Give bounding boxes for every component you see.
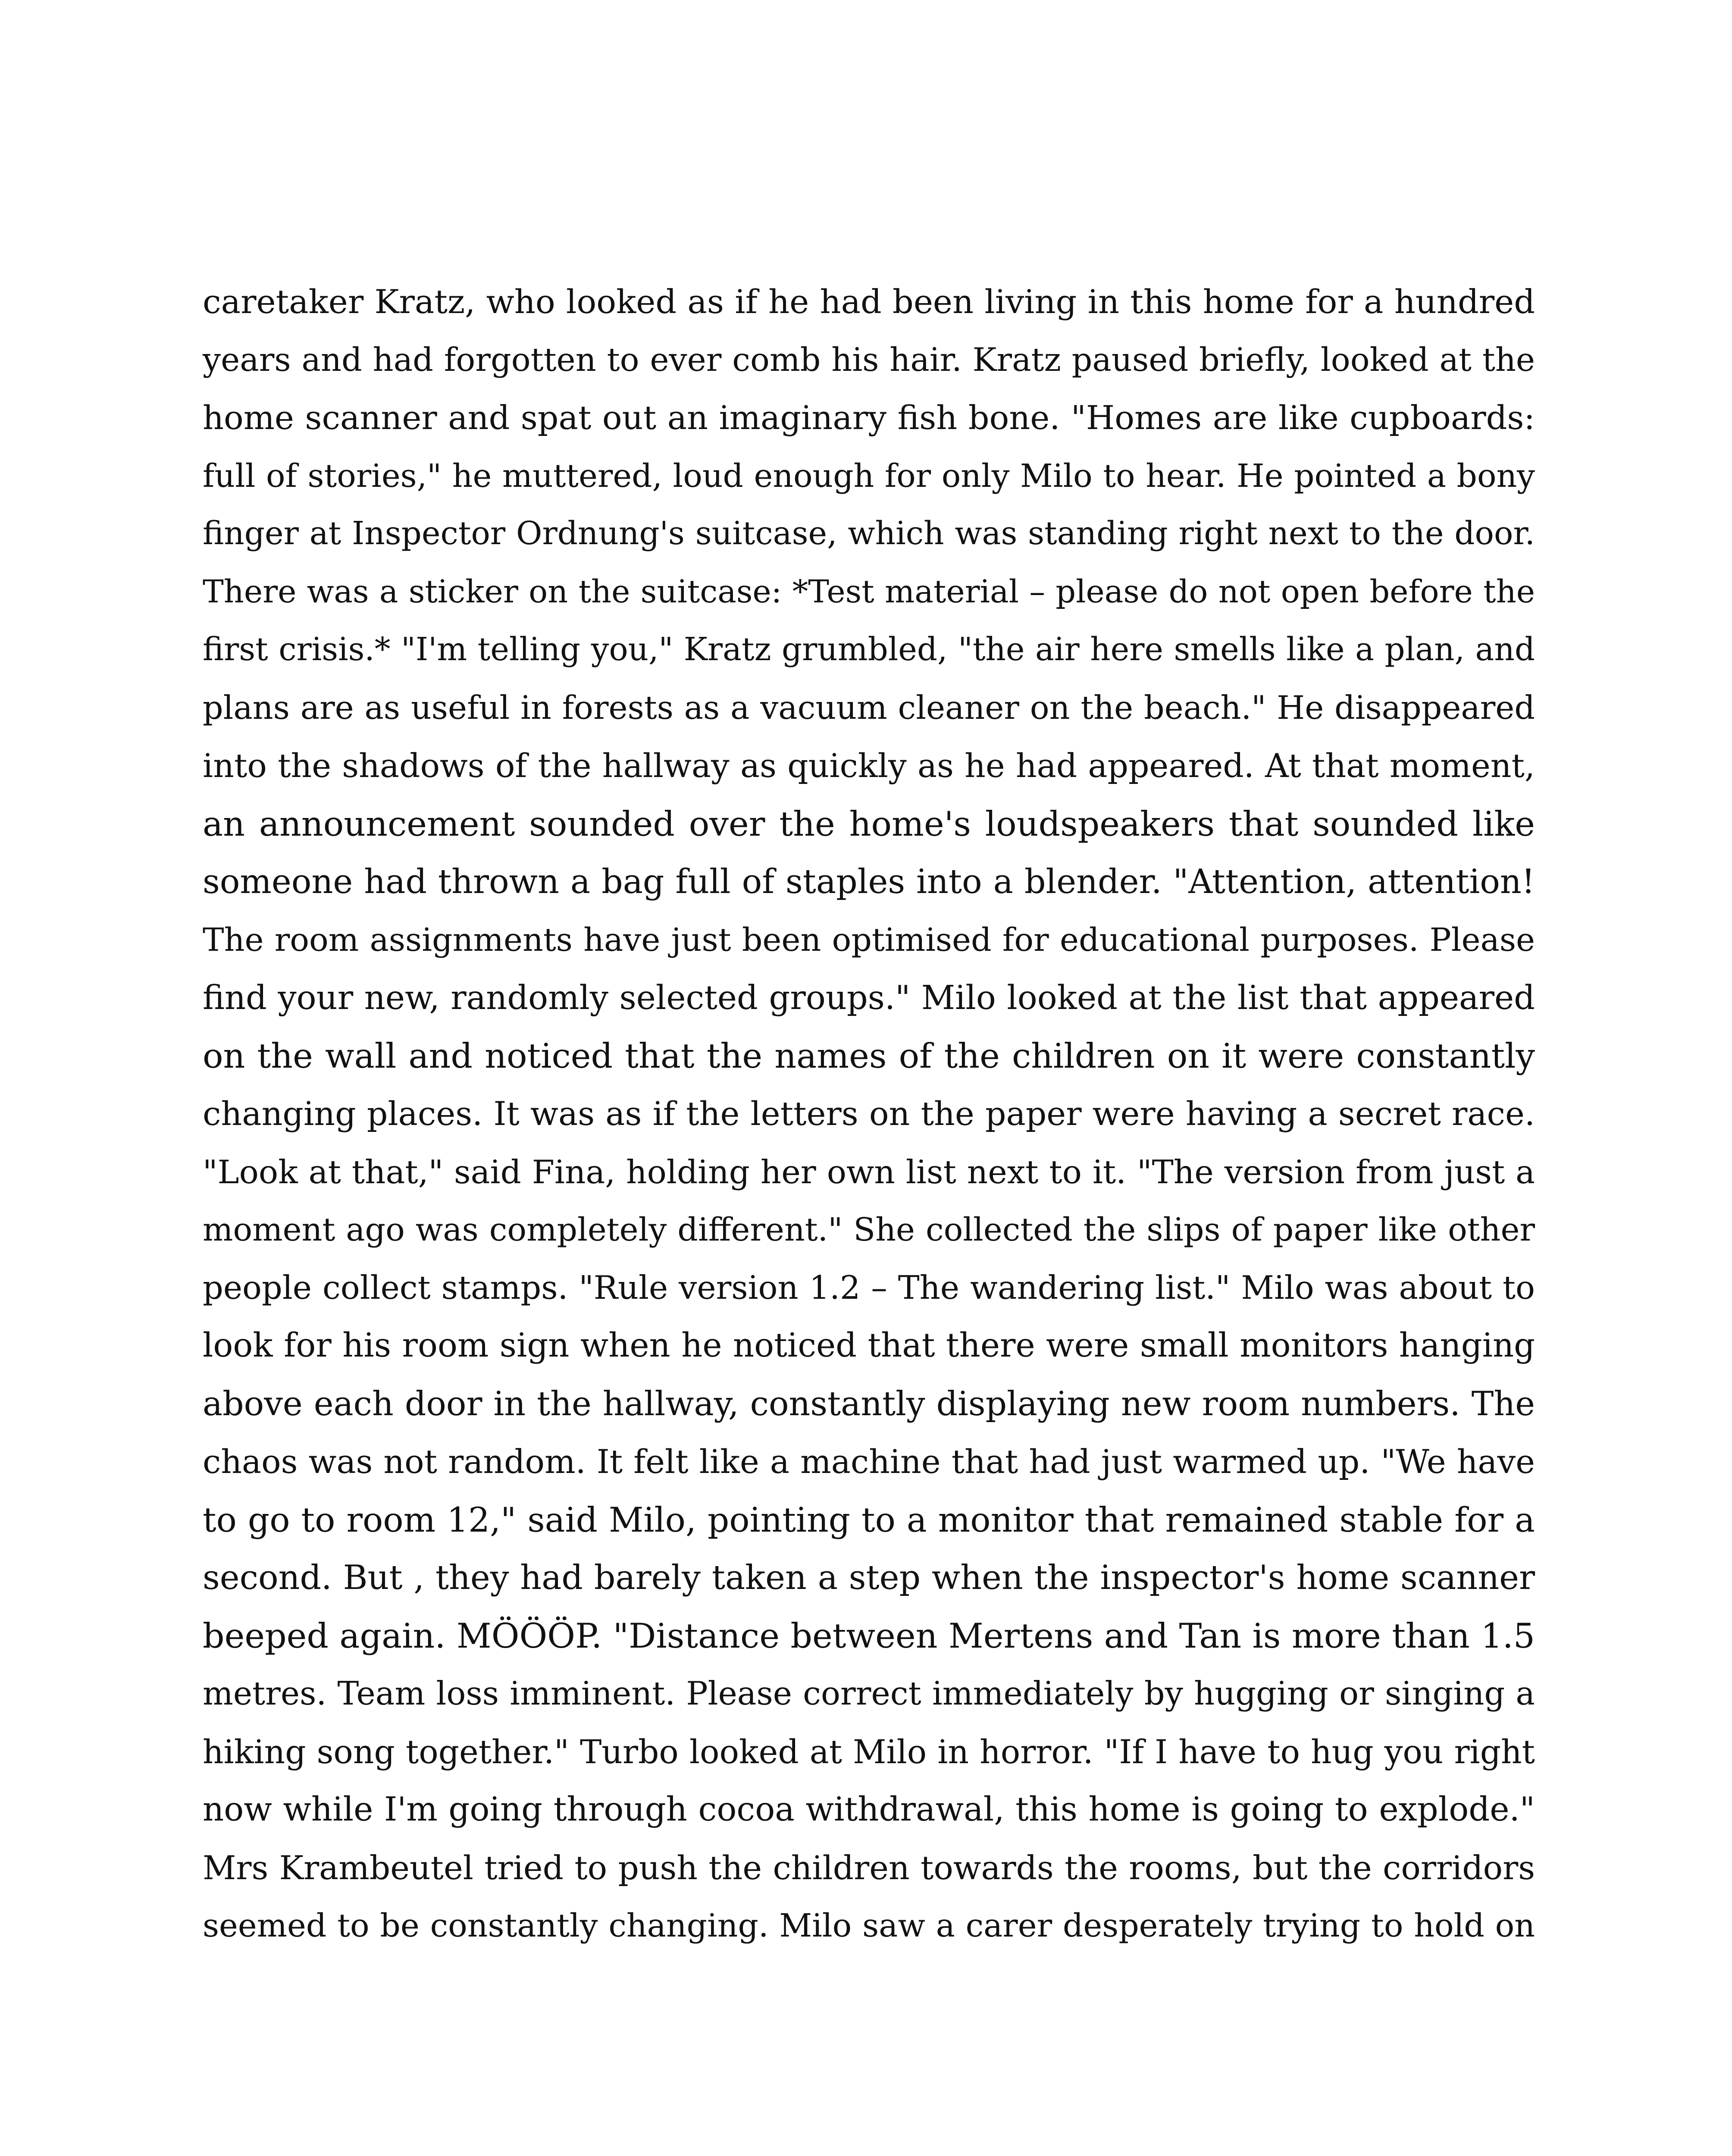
text-line: someone had thrown a bag full of staples into a blender. "Attention, attention! [203, 862, 1535, 901]
text-line: hiking song together." Turbo looked at Milo in horror. "If I have to hug you right [203, 1733, 1535, 1771]
text-line: look for his room sign when he noticed that there were small monitors hanging [203, 1326, 1535, 1365]
text-line: an announcement sounded over the home's loudspeakers that sounded like [203, 804, 1535, 844]
text-line: above each door in the hallway, constantly displaying new room numbers. The [203, 1384, 1535, 1423]
body-paragraph [203, 273, 1535, 1955]
text-line: into the shadows of the hallway as quickly as he had appeared. At that moment, [203, 747, 1535, 785]
text-line: seemed to be constantly changing. Milo saw a carer desperately trying to hold on [203, 1907, 1535, 1944]
text-line: moment ago was completely different." She collected the slips of paper like other [203, 1211, 1535, 1248]
text-line: metres. Team loss imminent. Please correct immediately by hugging or singing a [203, 1675, 1535, 1712]
text-line: plans are as useful in forests as a vacuum cleaner on the beach." He disappeared [203, 689, 1535, 727]
text-line: full of stories," he muttered, loud enough for only Milo to hear. He pointed a bony [203, 457, 1535, 495]
text-line: second. But , they had barely taken a step when the inspector's home scanner [203, 1558, 1535, 1597]
text-line: Mrs Krambeutel tried to push the children towards the rooms, but the corridors [203, 1849, 1535, 1887]
text-line: on the wall and noticed that the names of the children on it were constantly [203, 1036, 1535, 1076]
text-line: beeped again. MÖÖÖP. "Distance between Mertens and Tan is more than 1.5 [203, 1616, 1535, 1656]
text-line: There was a sticker on the suitcase: *Test material – please do not open before the [203, 573, 1535, 610]
text-line: first crisis.* "I'm telling you," Kratz grumbled, "the air here smells like a plan, and [203, 631, 1535, 668]
text-line: The room assignments have just been optimised for educational purposes. Please [203, 921, 1535, 959]
text-line: changing places. It was as if the letters on the paper were having a secret race. [203, 1095, 1535, 1133]
text-line: chaos was not random. It felt like a machine that had just warmed up. "We have [203, 1443, 1535, 1481]
text-line: caretaker Kratz, who looked as if he had been living in this home for a hundred [203, 282, 1535, 321]
text-line: people collect stamps. "Rule version 1.2 – The wandering list." Milo was about to [203, 1269, 1535, 1307]
text-line: finger at Inspector Ordnung's suitcase, which was standing right next to the door. [203, 515, 1535, 552]
text-line: find your new, randomly selected groups." Milo looked at the list that appeared [203, 978, 1535, 1017]
text-line: "Look at that," said Fina, holding her own list next to it. "The version from just a [203, 1153, 1535, 1191]
text-line: years and had forgotten to ever comb his hair. Kratz paused briefly, looked at the [203, 341, 1535, 379]
text-line: to go to room 12," said Milo, pointing to a monitor that remained stable for a [203, 1500, 1535, 1540]
text-line: home scanner and spat out an imaginary fish bone. "Homes are like cupboards: [203, 398, 1535, 437]
text-line: now while I'm going through cocoa withdrawal, this home is going to explode." [203, 1790, 1535, 1829]
